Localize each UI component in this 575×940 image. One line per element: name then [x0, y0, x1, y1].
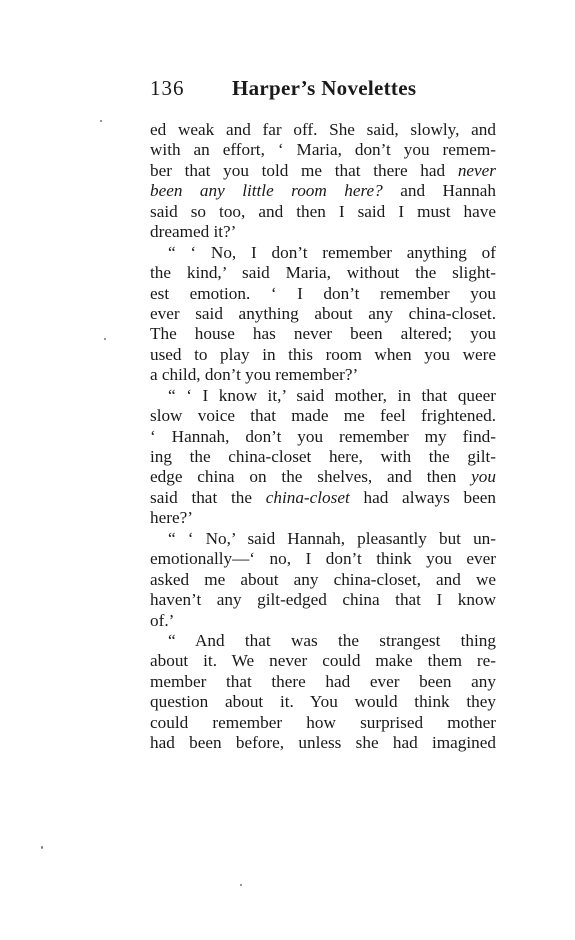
text-segment: emotionally—‘ no, I don’t think you ever [150, 549, 496, 569]
text-line [150, 202, 496, 222]
text-segment: “ ‘ I know it,’ said mother, in that queer [168, 385, 496, 405]
text-segment: a child, don’t you remember?’ [150, 365, 359, 385]
text-segment: the kind,’ said Maria, without the slight- [150, 263, 496, 283]
text-segment: here?’ [150, 508, 193, 528]
text-segment: had been before, unless she had imagined [150, 733, 496, 753]
text-line [150, 222, 496, 242]
body-text [150, 120, 496, 754]
text-segment: ed weak and far off. She said, slowly, and [150, 120, 496, 139]
text-segment: est emotion. ‘ I don’t remember you [150, 283, 496, 303]
italic-text: never [457, 160, 496, 180]
text-segment: had always been [349, 487, 496, 507]
text-line [150, 120, 496, 140]
text-line [150, 733, 496, 753]
text-segment: with an effort, ‘ Maria, don’t you remem- [150, 140, 496, 160]
text-segment: of.’ [150, 610, 175, 630]
page-header [150, 76, 500, 106]
text-segment: said that the [150, 487, 266, 507]
text-line [150, 488, 496, 508]
text-line [150, 447, 496, 467]
text-segment: haven’t any gilt-edged china that I know [150, 590, 496, 610]
scan-speck [100, 120, 102, 122]
italic-text: you [471, 467, 496, 487]
text-line [150, 713, 496, 733]
text-segment: about it. We never could make them re- [150, 651, 496, 671]
text-segment: could remember how surprised mother [150, 712, 496, 732]
text-segment: “ And that was the strangest thing [168, 630, 496, 650]
text-line [150, 386, 496, 406]
text-line [150, 570, 496, 590]
text-line [150, 508, 496, 528]
text-segment: ber that you told me that there had [150, 160, 458, 180]
text-line [150, 365, 496, 385]
text-line [150, 672, 496, 692]
text-line [150, 263, 496, 283]
text-segment: dreamed it?’ [150, 222, 237, 242]
text-segment: edge china on the shelves, and then [150, 467, 472, 487]
text-line [150, 324, 496, 344]
text-line [150, 284, 496, 304]
text-segment: used to play in this room when you were [150, 344, 496, 364]
text-line [150, 406, 496, 426]
text-line [150, 427, 496, 447]
text-segment: “ ‘ No, I don’t remember anything of [168, 242, 496, 262]
text-line [150, 549, 496, 569]
text-line [150, 161, 496, 181]
scan-speck [240, 884, 242, 886]
scan-speck [41, 846, 43, 849]
text-segment: slow voice that made me feel frightened. [150, 406, 496, 426]
text-segment: ‘ Hannah, don’t you remember my find- [150, 426, 496, 446]
italic-text: china-closet [265, 487, 350, 507]
text-segment: member that there had ever been any [150, 671, 496, 691]
text-line [150, 304, 496, 324]
text-line [150, 611, 496, 631]
text-line [150, 243, 496, 263]
text-line [150, 467, 496, 487]
text-line [150, 345, 496, 365]
text-segment: question about it. You would think they [150, 692, 496, 712]
text-segment: said so too, and then I said I must have [150, 201, 496, 221]
running-title: Harper’s Novelettes [232, 76, 417, 100]
text-segment: asked me about any china-closet, and we [150, 569, 496, 589]
text-line [150, 529, 496, 549]
scan-speck [104, 338, 106, 340]
text-line [150, 181, 496, 201]
italic-text: been any little room here? [150, 181, 383, 201]
text-segment: The house has never been altered; you [150, 324, 496, 344]
text-line [150, 631, 496, 651]
page-number: 136 [150, 76, 185, 100]
text-segment: ing the china-closet here, with the gilt- [150, 447, 496, 466]
text-segment: and Hannah [382, 181, 496, 201]
text-line [150, 651, 496, 671]
text-line [150, 692, 496, 712]
text-segment: “ ‘ No,’ said Hannah, pleasantly but un- [168, 528, 496, 548]
text-line [150, 590, 496, 610]
text-segment: ever said anything about any china-closet. [150, 303, 496, 323]
text-line [150, 140, 496, 160]
